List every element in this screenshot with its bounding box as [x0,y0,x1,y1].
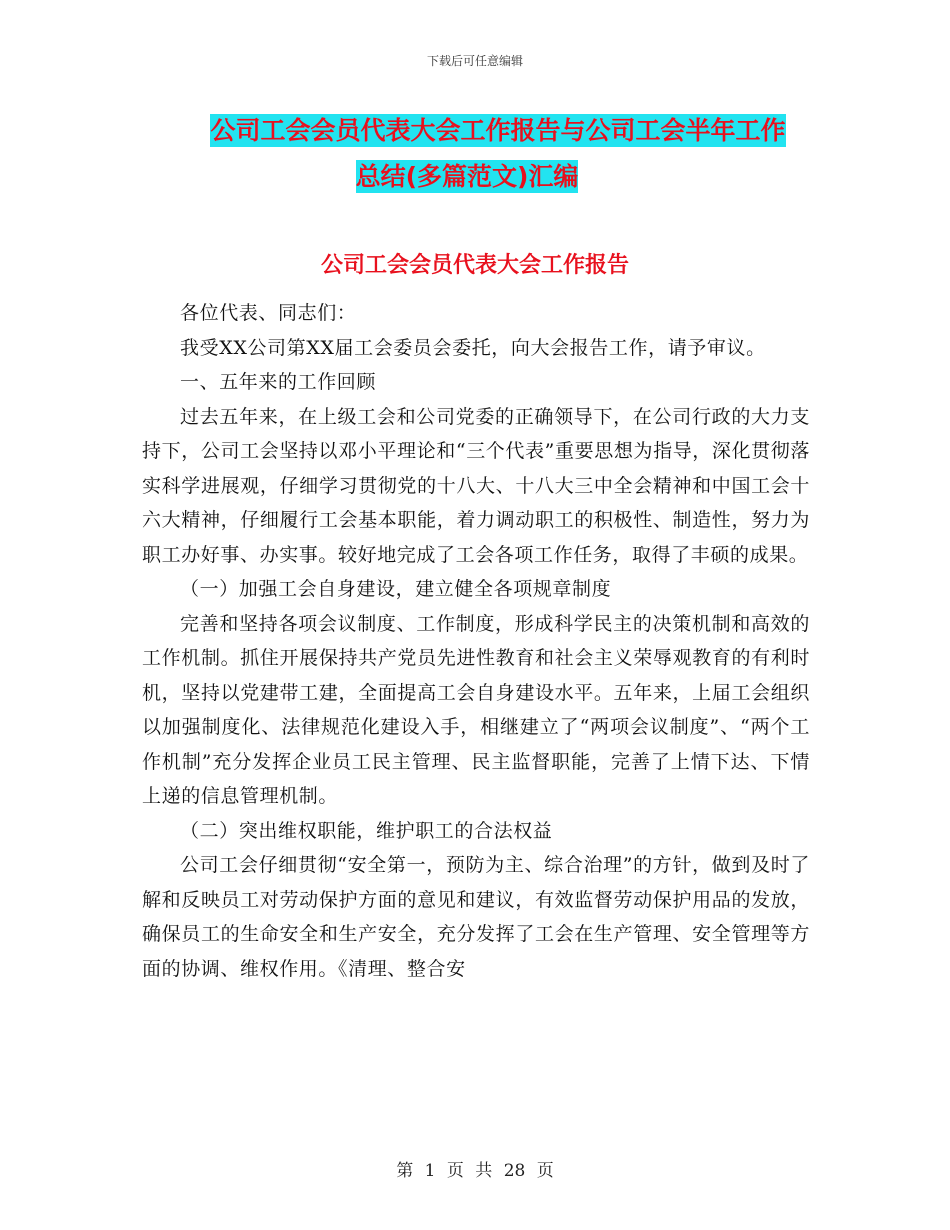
heading-subsection-1: （一）加强工会自身建设，建立健全各项规章制度 [180,578,612,600]
header-note: 下载后可任意编辑 [426,54,523,68]
paragraph-subsection-2: 公司工会仔细贯彻“安全第一，预防为主、综合治理”的方针，做到及时了解和反映员工对劳动保护方面的意见和建议，有效监督劳动保护用品的发放，确保员工的生命安全和生产安全，充分发挥了工会在生产管理、安全管理等方面的协调、维权作用。《清理、整合安 [142,854,810,980]
paragraph-salutation: 各位代表、同志们： [180,302,357,324]
document-title-line-1: 公司工会会员代表大会工作报告与公司工会半年工作 [210,116,786,145]
document-body [142,296,810,986]
paragraph-intro: 我受XX公司第XX届工会委员会委托，向大会报告工作，请予审议。 [180,336,766,359]
section-title: 公司工会会员代表大会工作报告 [320,253,629,278]
document-title [0,108,950,200]
document-title-line-2: 总结(多篇范文)汇编 [355,162,579,191]
heading-subsection-2: （二）突出维权职能，维护职工的合法权益 [180,819,553,842]
heading-review: 一、五年来的工作回顾 [180,371,377,393]
paragraph-subsection-1: 完善和坚持各项会议制度、工作制度，形成科学民主的决策机制和高效的工作机制。抓住开展保持共产党员先进性教育和社会主义荣辱观教育的有利时机，坚持以党建带工建，全面提高工会自身建设水平。五年来，上届工会组织以加强制度化、法律规范化建设入手，相继建立了“两项会议制度”、“两个工作机制”充分发挥企业员工民主管理、民主监督职能，完善了上情下达、下情上递的信息管理机制。 [142,612,810,807]
page-number-footer: 第 1 页 共 28 页 [396,1161,554,1181]
paragraph-review: 过去五年来，在上级工会和公司党委的正确领导下，在公司行政的大力支持下，公司工会坚持以邓小平理论和“三个代表”重要思想为指导，深化贯彻落实科学进展观，仔细学习贯彻党的十八大、十八大三中全会精神和中国工会十六大精神，仔细履行工会基本职能，着力调动职工的积极性、制造性，努力为职工办好事、办实事。较好地完成了工会各项工作任务，取得了丰硕的成果。 [142,405,810,566]
